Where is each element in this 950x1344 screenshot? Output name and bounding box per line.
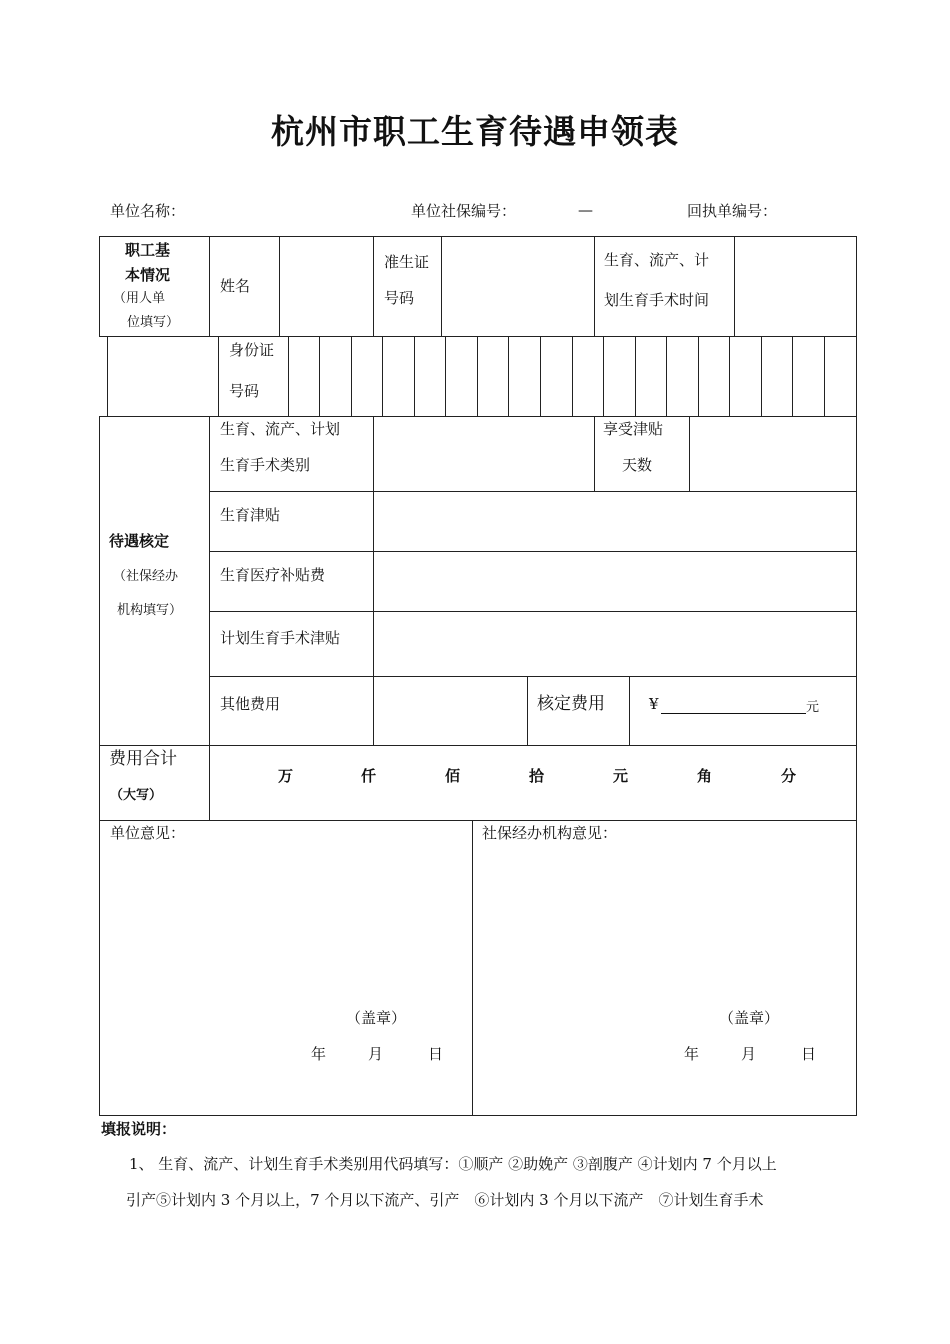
other-fees-label: 其他费用 bbox=[220, 695, 281, 713]
unit-shi: 拾 bbox=[529, 767, 545, 785]
benefit-section-note-line1: （社保经办 bbox=[113, 569, 179, 584]
basic-info-note-line1: （用人单 bbox=[113, 291, 166, 306]
maternity-allowance-label: 生育津贴 bbox=[220, 506, 281, 524]
receipt-number-label: 回执单编号： bbox=[687, 202, 778, 220]
unit-date-month: 月 bbox=[368, 1045, 384, 1063]
agency-opinion-field[interactable] bbox=[474, 845, 854, 1010]
surgery-time-label-line2: 划生育手术时间 bbox=[604, 291, 710, 309]
total-fees-note: （大写） bbox=[110, 788, 163, 803]
basic-info-title-line1: 职工基 bbox=[125, 241, 171, 259]
id-number-label-line2: 号码 bbox=[229, 382, 260, 400]
agency-date-year: 年 bbox=[684, 1045, 700, 1063]
allowance-days-label-line2: 天数 bbox=[622, 456, 653, 474]
medical-subsidy-field[interactable] bbox=[375, 553, 855, 610]
unit-seal-label: （盖章） bbox=[346, 1009, 407, 1027]
unit-si-number-label: 单位社保编号： bbox=[411, 202, 517, 220]
approved-fees-label: 核定费用 bbox=[537, 694, 605, 714]
unit-name-label: 单位名称： bbox=[110, 202, 186, 220]
instructions-title: 填报说明： bbox=[101, 1120, 177, 1138]
agency-seal-label: （盖章） bbox=[719, 1009, 780, 1027]
unit-opinion-field[interactable] bbox=[101, 845, 470, 1010]
benefit-section-note-line2: 机构填写） bbox=[117, 603, 183, 618]
yen-symbol: ¥ bbox=[649, 695, 659, 713]
id-number-label-line1: 身份证 bbox=[229, 341, 275, 359]
birth-permit-number-field[interactable] bbox=[443, 238, 593, 335]
name-label: 姓名 bbox=[220, 277, 251, 295]
birth-permit-label-line2: 号码 bbox=[384, 289, 415, 307]
basic-info-title-line2: 本情况 bbox=[125, 266, 171, 284]
agency-date-month: 月 bbox=[741, 1045, 757, 1063]
unit-date-year: 年 bbox=[311, 1045, 327, 1063]
birth-permit-label-line1: 准生证 bbox=[384, 253, 430, 271]
total-fees-label: 费用合计 bbox=[109, 749, 177, 769]
medical-subsidy-label: 生育医疗补贴费 bbox=[220, 566, 326, 584]
benefit-section-title: 待遇核定 bbox=[109, 532, 170, 550]
unit-si-number-dash: — bbox=[578, 201, 593, 219]
surgery-time-field[interactable] bbox=[736, 238, 855, 335]
allowance-days-label-line1: 享受津贴 bbox=[603, 420, 664, 438]
allowance-days-field[interactable] bbox=[691, 418, 855, 490]
unit-yuan: 元 bbox=[613, 767, 629, 785]
planning-surgery-allowance-field[interactable] bbox=[375, 613, 855, 675]
instructions-line-2: 引产⑤计划内 3 个月以上，7 个月以下流产、引产 ⑥计划内 3 个月以下流产 ⑦计划生育手术 bbox=[126, 1191, 764, 1209]
surgery-time-label-line1: 生育、流产、计 bbox=[604, 251, 710, 269]
instructions-line-1: 1、 生育、流产、计划生育手术类别用代码填写：①顺产 ②助娩产 ③剖腹产 ④计划内 7 个月以上 bbox=[129, 1155, 777, 1173]
agency-date-day: 日 bbox=[801, 1045, 817, 1063]
unit-bai: 佰 bbox=[445, 767, 461, 785]
unit-opinion-label: 单位意见： bbox=[110, 824, 186, 842]
unit-fen: 分 bbox=[781, 767, 797, 785]
name-field[interactable] bbox=[281, 238, 372, 335]
surgery-type-label-line1: 生育、流产、计划 bbox=[220, 420, 341, 438]
maternity-allowance-field[interactable] bbox=[375, 493, 855, 550]
other-fees-field[interactable] bbox=[375, 678, 526, 744]
unit-date-day: 日 bbox=[428, 1045, 444, 1063]
id-number-digit-boxes[interactable] bbox=[290, 338, 855, 415]
form-title: 杭州市职工生育待遇申领表 bbox=[271, 112, 679, 151]
surgery-type-label-line2: 生育手术类别 bbox=[220, 456, 311, 474]
unit-qian: 仟 bbox=[361, 767, 377, 785]
basic-info-note-line2: 位填写） bbox=[127, 315, 180, 330]
agency-opinion-label: 社保经办机构意见： bbox=[482, 824, 618, 842]
yuan-unit: 元 bbox=[806, 700, 820, 715]
unit-wan: 万 bbox=[278, 767, 294, 785]
approved-fees-underline[interactable] bbox=[661, 713, 806, 714]
unit-jiao: 角 bbox=[697, 767, 713, 785]
planning-surgery-allowance-label: 计划生育手术津贴 bbox=[220, 629, 341, 647]
surgery-type-field[interactable] bbox=[375, 418, 593, 490]
